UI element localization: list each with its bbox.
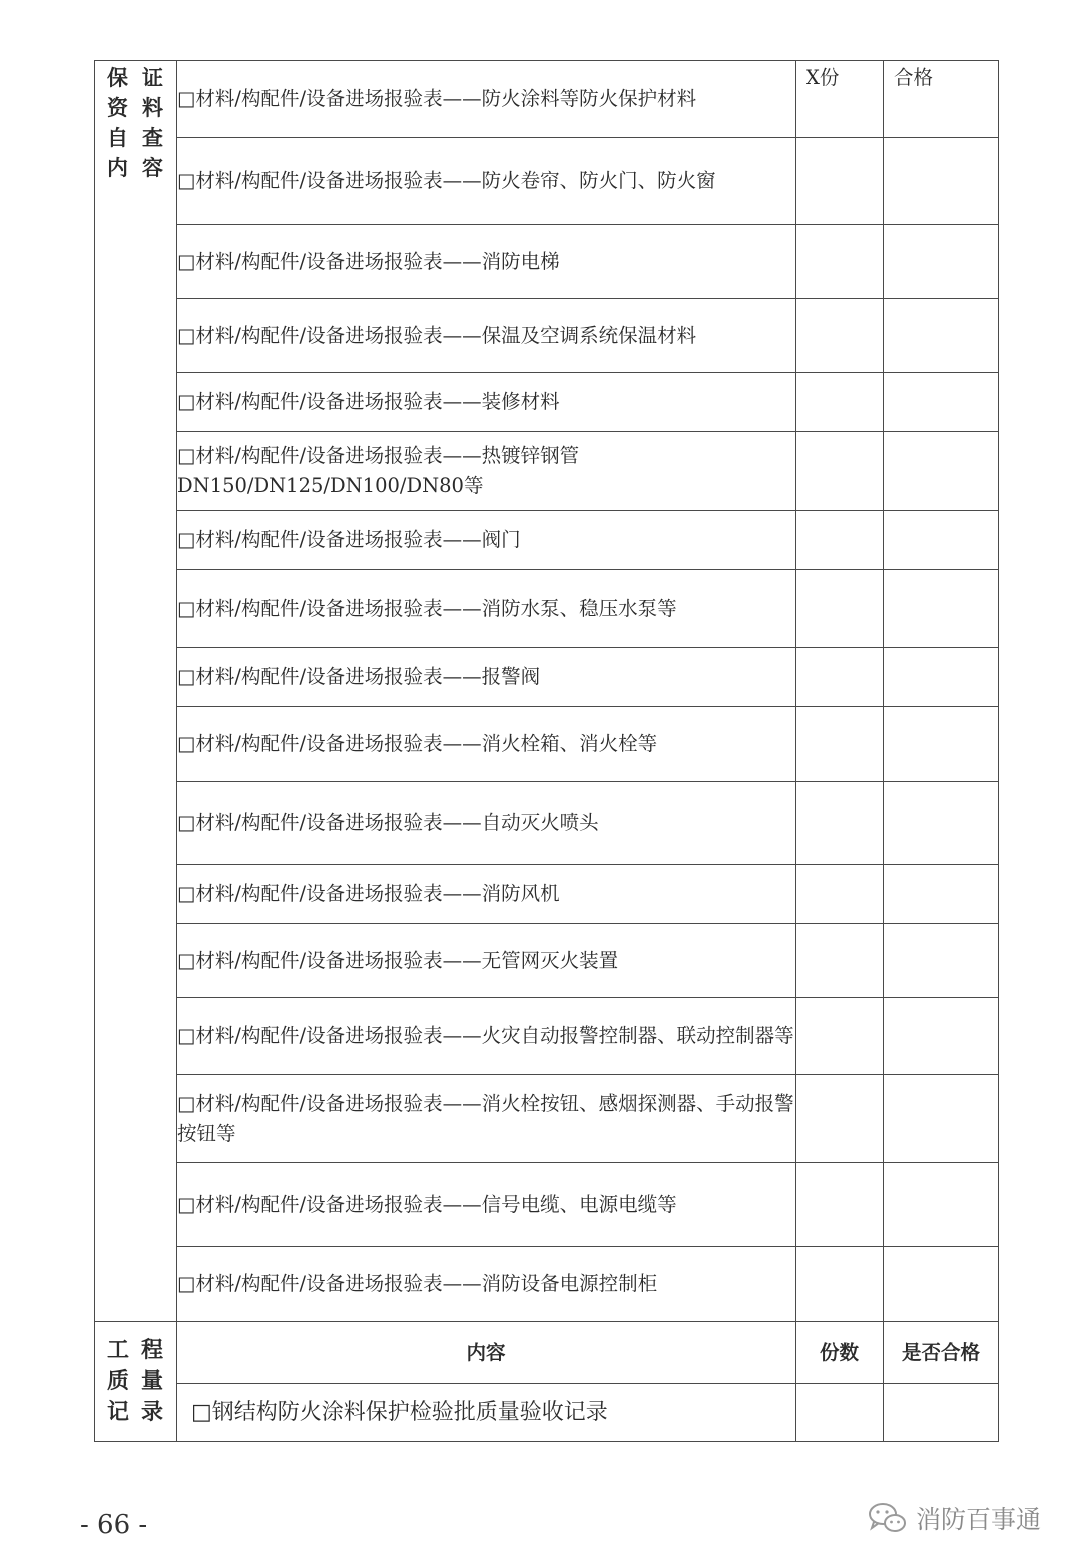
status-cell [884,924,999,998]
status-cell [884,138,999,225]
status-cell [884,1075,999,1163]
list-item: □材料/构配件/设备进场报验表——消火栓箱、消火栓等 [177,707,796,782]
status-cell [884,1384,999,1442]
qty-cell [796,511,884,570]
section-label-quality: 工程质量记录 [95,1322,177,1442]
status-cell [884,299,999,373]
qty-cell [796,782,884,865]
list-item: □材料/构配件/设备进场报验表——无管网灭火装置 [177,924,796,998]
header-content: 内容 [177,1322,796,1384]
list-item: □材料/构配件/设备进场报验表——阀门 [177,511,796,570]
table-row [95,707,999,782]
table-row [95,924,999,998]
table-row [95,61,999,138]
qty-cell: X份 [796,61,884,138]
status-cell [884,432,999,511]
watermark-text: 消防百事通 [916,1505,1042,1534]
qty-cell [796,570,884,648]
table-row [95,138,999,225]
chat-bubble-icon [868,1501,908,1535]
table-row [95,782,999,865]
qty-cell [796,1163,884,1247]
page-number: - 66 - [80,1510,148,1540]
table-row [95,225,999,299]
status-cell [884,225,999,299]
table-row [95,865,999,924]
qty-cell [796,1247,884,1322]
table-row [95,648,999,707]
status-cell [884,511,999,570]
qty-cell [796,924,884,998]
qty-cell [796,299,884,373]
table-row [95,998,999,1075]
list-item: □材料/构配件/设备进场报验表——消防电梯 [177,225,796,299]
list-item: □材料/构配件/设备进场报验表——热镀锌钢管 DN150/DN125/DN100/DN80等 [177,432,796,511]
list-item: □钢结构防火涂料保护检验批质量验收记录 [177,1384,796,1442]
table-row [95,1247,999,1322]
section-label-materials: 保证资料自查内容 [95,61,177,1322]
qty-cell [796,373,884,432]
status-cell [884,1247,999,1322]
list-item: □材料/构配件/设备进场报验表——消火栓按钮、感烟探测器、手动报警按钮等 [177,1075,796,1163]
list-item: □材料/构配件/设备进场报验表——防火涂料等防火保护材料 [177,61,796,138]
list-item: □材料/构配件/设备进场报验表——防火卷帘、防火门、防火窗 [177,138,796,225]
list-item: □材料/构配件/设备进场报验表——报警阀 [177,648,796,707]
table-row [95,373,999,432]
table-row [95,570,999,648]
watermark [868,1500,1041,1536]
status-cell [884,1163,999,1247]
qty-cell [796,225,884,299]
header-ok: 是否合格 [884,1322,999,1384]
list-item: □材料/构配件/设备进场报验表——装修材料 [177,373,796,432]
qty-cell [796,432,884,511]
qty-cell [796,138,884,225]
table-row [95,1163,999,1247]
table-header-row [95,1322,999,1384]
table-row [95,511,999,570]
list-item: □材料/构配件/设备进场报验表——火灾自动报警控制器、联动控制器等 [177,998,796,1075]
table-row [95,432,999,511]
list-item: □材料/构配件/设备进场报验表——信号电缆、电源电缆等 [177,1163,796,1247]
list-item: □材料/构配件/设备进场报验表——消防风机 [177,865,796,924]
list-item: □材料/构配件/设备进场报验表——消防水泵、稳压水泵等 [177,570,796,648]
table-row [95,299,999,373]
list-item: □材料/构配件/设备进场报验表——消防设备电源控制柜 [177,1247,796,1322]
table-row [95,1384,999,1442]
qty-cell [796,1384,884,1442]
qty-cell [796,1075,884,1163]
qty-cell [796,865,884,924]
status-cell [884,998,999,1075]
status-cell: 合格 [884,61,999,138]
checklist-table [94,60,999,1442]
table-row [95,1075,999,1163]
status-cell [884,570,999,648]
list-item: □材料/构配件/设备进场报验表——自动灭火喷头 [177,782,796,865]
status-cell [884,865,999,924]
qty-cell [796,707,884,782]
list-item: □材料/构配件/设备进场报验表——保温及空调系统保温材料 [177,299,796,373]
status-cell [884,707,999,782]
status-cell [884,782,999,865]
qty-cell [796,998,884,1075]
status-cell [884,648,999,707]
qty-cell [796,648,884,707]
status-cell [884,373,999,432]
header-qty: 份数 [796,1322,884,1384]
